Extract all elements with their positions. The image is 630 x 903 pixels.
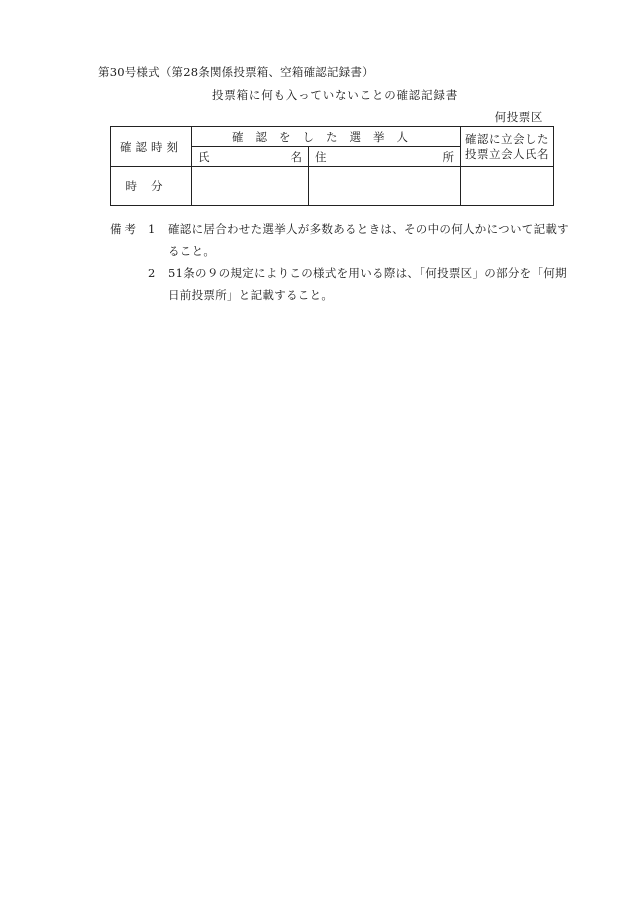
remark-text: 確認に居合わせた選挙人が多数あるときは、その中の何人かについて記載すること。 — [168, 222, 569, 258]
name-label-left: 氏 — [198, 149, 210, 164]
remark-number: 1 — [148, 222, 156, 236]
confirming-voter-header: 確認をした選挙人 — [192, 127, 461, 147]
confirmation-time-header: 確認時刻 — [111, 127, 192, 167]
remark-number: 2 — [148, 266, 156, 280]
name-label-right: 名 — [290, 149, 302, 164]
remark-text: 51条の９の規定によりこの様式を用いる際は、「何投票区」の部分を「何期日前投票所」と記載すること。 — [168, 266, 567, 302]
voter-name-column-header — [192, 147, 309, 167]
address-label-left: 住 — [315, 149, 327, 164]
remarks-label: 備考 — [110, 222, 139, 236]
witness-header-line1: 確認に立会した — [465, 131, 549, 146]
witness-name-header — [461, 127, 554, 167]
polling-district-label: 何投票区 — [494, 110, 543, 124]
remark-item — [110, 218, 570, 262]
confirmation-record-table — [110, 126, 554, 206]
remark-item — [110, 262, 570, 306]
form-number-heading: 第30号様式（第28条関係投票箱、空箱確認記録書） — [98, 65, 374, 79]
voter-name-entry-cell — [192, 167, 309, 206]
voter-address-entry-cell — [309, 167, 461, 206]
time-entry-cell: 時分 — [111, 167, 192, 206]
remarks-section — [110, 218, 570, 306]
address-label-right: 所 — [442, 149, 454, 164]
witness-header-line2: 投票立会人氏名 — [465, 146, 549, 161]
voter-address-column-header — [309, 147, 461, 167]
witness-name-entry-cell — [461, 167, 554, 206]
document-title: 投票箱に何も入っていないことの確認記録書 — [212, 88, 458, 102]
